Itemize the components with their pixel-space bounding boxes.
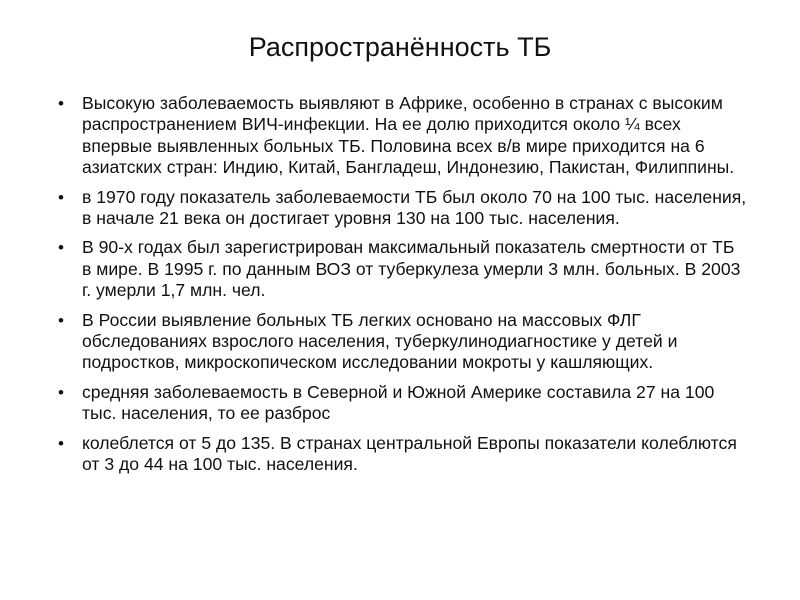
bullet-marker: •	[58, 433, 64, 453]
bullet-marker: •	[58, 382, 64, 402]
bullet-marker: •	[58, 187, 64, 207]
bullet-item	[58, 382, 748, 425]
bullet-item	[58, 237, 748, 301]
bullet-item	[58, 433, 748, 476]
bullet-marker: •	[58, 238, 64, 258]
bullet-list	[58, 93, 748, 484]
bullet-item	[58, 187, 748, 230]
bullet-item	[58, 310, 748, 374]
bullet-text: средняя заболеваемость в Северной и Южной Америке составила 27 на 100 тыс. населения, то ее разброс	[82, 381, 715, 424]
bullet-item	[58, 93, 748, 179]
bullet-text: В 90-х годах был зарегистрирован максимальный показатель смертности от ТБ в мире. В 1995 г. по данным ВОЗ от туберкулеза умерли 3 млн. больных. В 2003 г. умерли 1,7 млн. чел.	[82, 237, 741, 301]
bullet-marker: •	[58, 310, 64, 330]
bullet-text: в 1970 году показатель заболеваемости ТБ был около 70 на 100 тыс. населения, в начале 21 века он достигает уровня 130 на 100 тыс. населения.	[82, 186, 747, 229]
slide-title: Распространённость ТБ	[248, 32, 552, 62]
bullet-text: колеблется от 5 до 135. В странах центральной Европы показатели колеблются от 3 до 44 на 100 тыс. населения.	[82, 432, 737, 475]
bullet-marker: •	[58, 94, 64, 113]
bullet-text: Высокую заболеваемость выявляют в Африке, особенно в странах с высоким распространением ВИЧ-инфекции. На ее долю приходится около ¼ всех впервые выявленных больных ТБ. Половина всех в/в мире приходится на 6 азиатских стран: Индию, Китай, Бангладеш, Индонезию, Пакистан, Филиппины.	[82, 93, 735, 178]
bullet-text: В России выявление больных ТБ легких основано на массовых ФЛГ обследованиях взрослого населения, туберкулинодиагностике у детей и подростков, микроскопическом исследовании мокроты у кашляющих.	[82, 309, 678, 373]
